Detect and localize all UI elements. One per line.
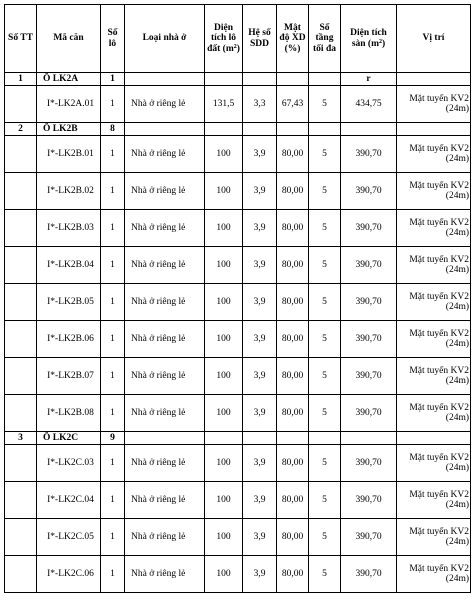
cell-loai-nha: Nhà ở riêng lẻ xyxy=(125,321,205,358)
cell-so-tang: 5 xyxy=(309,358,341,395)
table-row xyxy=(5,136,471,173)
group-stt-cell: 1 xyxy=(5,73,37,86)
cell-ma-can: I*-LK2B.01 xyxy=(37,136,101,173)
cell-ma-can: I*-LK2B.08 xyxy=(37,395,101,432)
group-row xyxy=(5,432,471,445)
cell-loai-nha: Nhà ở riêng lẻ xyxy=(125,395,205,432)
empty-cell xyxy=(397,73,471,86)
cell-loai-nha: Nhà ở riêng lẻ xyxy=(125,86,205,123)
cell-dien-tich-san: 390,70 xyxy=(341,210,397,247)
cell-he-so: 3,9 xyxy=(243,556,277,593)
cell-loai-nha: Nhà ở riêng lẻ xyxy=(125,358,205,395)
table-row xyxy=(5,284,471,321)
header-loai-nha: Loại nhà ở xyxy=(125,5,205,73)
cell-he-so: 3,9 xyxy=(243,482,277,519)
cell-loai-nha: Nhà ở riêng lẻ xyxy=(125,136,205,173)
cell-ma-can: I*-LK2B.04 xyxy=(37,247,101,284)
cell-so-tang: 5 xyxy=(309,284,341,321)
group-extra-cell: r xyxy=(341,73,397,86)
cell-loai-nha: Nhà ở riêng lẻ xyxy=(125,556,205,593)
cell-vi-tri: Mặt tuyến KV2 (24m) xyxy=(397,210,471,247)
cell-he-so: 3,9 xyxy=(243,445,277,482)
header-ma-can: Mã căn xyxy=(37,5,101,73)
cell-so-lo: 1 xyxy=(101,321,125,358)
empty-cell xyxy=(277,432,309,445)
cell-ma-can: I*-LK2B.06 xyxy=(37,321,101,358)
cell-dien-tich-san: 390,70 xyxy=(341,556,397,593)
empty-cell xyxy=(5,247,37,284)
cell-so-lo: 1 xyxy=(101,445,125,482)
empty-cell xyxy=(309,432,341,445)
group-name-cell: Ô LK2A xyxy=(37,73,101,86)
cell-he-so: 3,9 xyxy=(243,358,277,395)
empty-cell xyxy=(243,123,277,136)
empty-cell xyxy=(5,358,37,395)
cell-so-tang: 5 xyxy=(309,482,341,519)
group-extra-cell xyxy=(341,123,397,136)
group-name-cell: Ô LK2B xyxy=(37,123,101,136)
cell-mat-do: 80,00 xyxy=(277,321,309,358)
cell-so-tang: 5 xyxy=(309,556,341,593)
header-dien-tich-lo: Diện tích lô đất $(m^2)$ xyxy=(205,5,243,73)
group-row xyxy=(5,73,471,86)
cell-vi-tri: Mặt tuyến KV2 (24m) xyxy=(397,395,471,432)
table-row xyxy=(5,519,471,556)
empty-cell xyxy=(243,73,277,86)
cell-so-lo: 1 xyxy=(101,247,125,284)
cell-ma-can: I*-LK2B.03 xyxy=(37,210,101,247)
cell-vi-tri: Mặt tuyến KV2 (24m) xyxy=(397,556,471,593)
table-row xyxy=(5,395,471,432)
cell-he-so: 3,9 xyxy=(243,210,277,247)
empty-cell xyxy=(309,123,341,136)
cell-so-lo: 1 xyxy=(101,86,125,123)
cell-vi-tri: Mặt tuyến KV2 (24m) xyxy=(397,321,471,358)
cell-dien-tich-san: 390,70 xyxy=(341,321,397,358)
header-stt: Số TT xyxy=(5,5,37,73)
cell-vi-tri: Mặt tuyến KV2 (24m) xyxy=(397,284,471,321)
cell-ma-can: I*-LK2B.02 xyxy=(37,173,101,210)
cell-so-tang: 5 xyxy=(309,321,341,358)
cell-dien-tich-san: 390,70 xyxy=(341,519,397,556)
cell-dien-tich-lo: 100 xyxy=(205,556,243,593)
cell-mat-do: 80,00 xyxy=(277,247,309,284)
cell-dien-tich-san: 390,70 xyxy=(341,482,397,519)
cell-vi-tri: Mặt tuyến KV2 (24m) xyxy=(397,136,471,173)
cell-dien-tich-san: 390,70 xyxy=(341,284,397,321)
group-row xyxy=(5,123,471,136)
cell-he-so: 3,9 xyxy=(243,519,277,556)
cell-vi-tri: Mặt tuyến KV2 (24m) xyxy=(397,358,471,395)
cell-he-so: 3,9 xyxy=(243,395,277,432)
cell-he-so: 3,9 xyxy=(243,321,277,358)
cell-dien-tich-lo: 100 xyxy=(205,395,243,432)
cell-so-tang: 5 xyxy=(309,247,341,284)
empty-cell xyxy=(125,123,205,136)
table-row xyxy=(5,482,471,519)
cell-so-lo: 1 xyxy=(101,173,125,210)
table-row xyxy=(5,173,471,210)
cell-ma-can: I*-LK2B.05 xyxy=(37,284,101,321)
empty-cell xyxy=(5,482,37,519)
header-so-lo: Số lô xyxy=(101,5,125,73)
cell-mat-do: 80,00 xyxy=(277,358,309,395)
cell-ma-can: I*-LK2C.03 xyxy=(37,445,101,482)
header-dien-tich-san: Diện tích sàn $(m^2)$ xyxy=(341,5,397,73)
cell-dien-tich-lo: 100 xyxy=(205,247,243,284)
cell-so-lo: 1 xyxy=(101,482,125,519)
group-count-cell: 8 xyxy=(101,123,125,136)
cell-dien-tich-lo: 100 xyxy=(205,210,243,247)
cell-so-lo: 1 xyxy=(101,284,125,321)
cell-dien-tich-lo: 100 xyxy=(205,321,243,358)
cell-so-lo: 1 xyxy=(101,358,125,395)
table-row xyxy=(5,445,471,482)
cell-so-tang: 5 xyxy=(309,395,341,432)
cell-so-lo: 1 xyxy=(101,395,125,432)
cell-so-tang: 5 xyxy=(309,210,341,247)
header-mat-do: Mật độ XD (%) xyxy=(277,5,309,73)
group-count-cell: 1 xyxy=(101,73,125,86)
cell-so-lo: 1 xyxy=(101,556,125,593)
cell-ma-can: I*-LK2C.06 xyxy=(37,556,101,593)
cell-so-tang: 5 xyxy=(309,445,341,482)
table-body xyxy=(5,73,471,593)
cell-mat-do: 80,00 xyxy=(277,395,309,432)
cell-loai-nha: Nhà ở riêng lẻ xyxy=(125,210,205,247)
cell-mat-do: 80,00 xyxy=(277,556,309,593)
empty-cell xyxy=(5,445,37,482)
cell-ma-can: I*-LK2C.05 xyxy=(37,519,101,556)
empty-cell xyxy=(205,432,243,445)
cell-loai-nha: Nhà ở riêng lẻ xyxy=(125,247,205,284)
header-he-so: Hệ số SDD xyxy=(243,5,277,73)
empty-cell xyxy=(125,73,205,86)
cell-dien-tich-san: 390,70 xyxy=(341,136,397,173)
cell-loai-nha: Nhà ở riêng lẻ xyxy=(125,284,205,321)
group-stt-cell: 3 xyxy=(5,432,37,445)
cell-dien-tich-lo: 100 xyxy=(205,445,243,482)
cell-dien-tich-lo: 100 xyxy=(205,173,243,210)
empty-cell xyxy=(5,556,37,593)
cell-mat-do: 67,43 xyxy=(277,86,309,123)
header-so-tang: Số tầng tối đa xyxy=(309,5,341,73)
cell-loai-nha: Nhà ở riêng lẻ xyxy=(125,519,205,556)
empty-cell xyxy=(205,73,243,86)
table-row xyxy=(5,86,471,123)
cell-mat-do: 80,00 xyxy=(277,519,309,556)
empty-cell xyxy=(5,210,37,247)
cell-dien-tich-san: 390,70 xyxy=(341,173,397,210)
cell-loai-nha: Nhà ở riêng lẻ xyxy=(125,173,205,210)
cell-he-so: 3,9 xyxy=(243,136,277,173)
cell-dien-tich-lo: 100 xyxy=(205,358,243,395)
cell-vi-tri: Mặt tuyến KV2 (24m) xyxy=(397,173,471,210)
empty-cell xyxy=(5,284,37,321)
empty-cell xyxy=(5,321,37,358)
cell-vi-tri: Mặt tuyến KV2 (24m) xyxy=(397,445,471,482)
cell-so-lo: 1 xyxy=(101,136,125,173)
empty-cell xyxy=(5,86,37,123)
cell-dien-tich-san: 390,70 xyxy=(341,358,397,395)
empty-cell xyxy=(5,395,37,432)
table-row xyxy=(5,247,471,284)
cell-mat-do: 80,00 xyxy=(277,482,309,519)
cell-dien-tich-lo: 100 xyxy=(205,482,243,519)
lot-table xyxy=(4,4,471,593)
cell-dien-tich-lo: 100 xyxy=(205,136,243,173)
empty-cell xyxy=(397,432,471,445)
table-row xyxy=(5,210,471,247)
cell-loai-nha: Nhà ở riêng lẻ xyxy=(125,482,205,519)
empty-cell xyxy=(277,123,309,136)
cell-dien-tich-san: 390,70 xyxy=(341,247,397,284)
header-row xyxy=(5,5,471,73)
cell-so-tang: 5 xyxy=(309,86,341,123)
table-row xyxy=(5,358,471,395)
empty-cell xyxy=(5,173,37,210)
cell-mat-do: 80,00 xyxy=(277,136,309,173)
group-name-cell: Ô LK2C xyxy=(37,432,101,445)
cell-dien-tich-san: 434,75 xyxy=(341,86,397,123)
cell-vi-tri: Mặt tuyến KV2 (24m) xyxy=(397,86,471,123)
empty-cell xyxy=(5,519,37,556)
cell-ma-can: I*-LK2C.04 xyxy=(37,482,101,519)
table-row xyxy=(5,321,471,358)
cell-so-tang: 5 xyxy=(309,136,341,173)
cell-so-tang: 5 xyxy=(309,173,341,210)
empty-cell xyxy=(5,136,37,173)
cell-dien-tich-san: 390,70 xyxy=(341,445,397,482)
cell-he-so: 3,9 xyxy=(243,284,277,321)
empty-cell xyxy=(309,73,341,86)
cell-dien-tich-lo: 100 xyxy=(205,519,243,556)
empty-cell xyxy=(125,432,205,445)
cell-so-lo: 1 xyxy=(101,210,125,247)
cell-so-tang: 5 xyxy=(309,519,341,556)
empty-cell xyxy=(277,73,309,86)
cell-mat-do: 80,00 xyxy=(277,173,309,210)
cell-he-so: 3,3 xyxy=(243,86,277,123)
table-row xyxy=(5,556,471,593)
cell-so-lo: 1 xyxy=(101,519,125,556)
cell-he-so: 3,9 xyxy=(243,247,277,284)
cell-ma-can: I*-LK2A.01 xyxy=(37,86,101,123)
cell-vi-tri: Mặt tuyến KV2 (24m) xyxy=(397,519,471,556)
empty-cell xyxy=(205,123,243,136)
cell-vi-tri: Mặt tuyến KV2 (24m) xyxy=(397,482,471,519)
cell-vi-tri: Mặt tuyến KV2 (24m) xyxy=(397,247,471,284)
cell-mat-do: 80,00 xyxy=(277,210,309,247)
cell-dien-tich-lo: 131,5 xyxy=(205,86,243,123)
cell-he-so: 3,9 xyxy=(243,173,277,210)
cell-loai-nha: Nhà ở riêng lẻ xyxy=(125,445,205,482)
cell-mat-do: 80,00 xyxy=(277,284,309,321)
empty-cell xyxy=(243,432,277,445)
cell-mat-do: 80,00 xyxy=(277,445,309,482)
header-vi-tri: Vị trí xyxy=(397,5,471,73)
group-extra-cell xyxy=(341,432,397,445)
group-stt-cell: 2 xyxy=(5,123,37,136)
cell-ma-can: I*-LK2B.07 xyxy=(37,358,101,395)
cell-dien-tich-lo: 100 xyxy=(205,284,243,321)
cell-dien-tich-san: 390,70 xyxy=(341,395,397,432)
group-count-cell: 9 xyxy=(101,432,125,445)
empty-cell xyxy=(397,123,471,136)
